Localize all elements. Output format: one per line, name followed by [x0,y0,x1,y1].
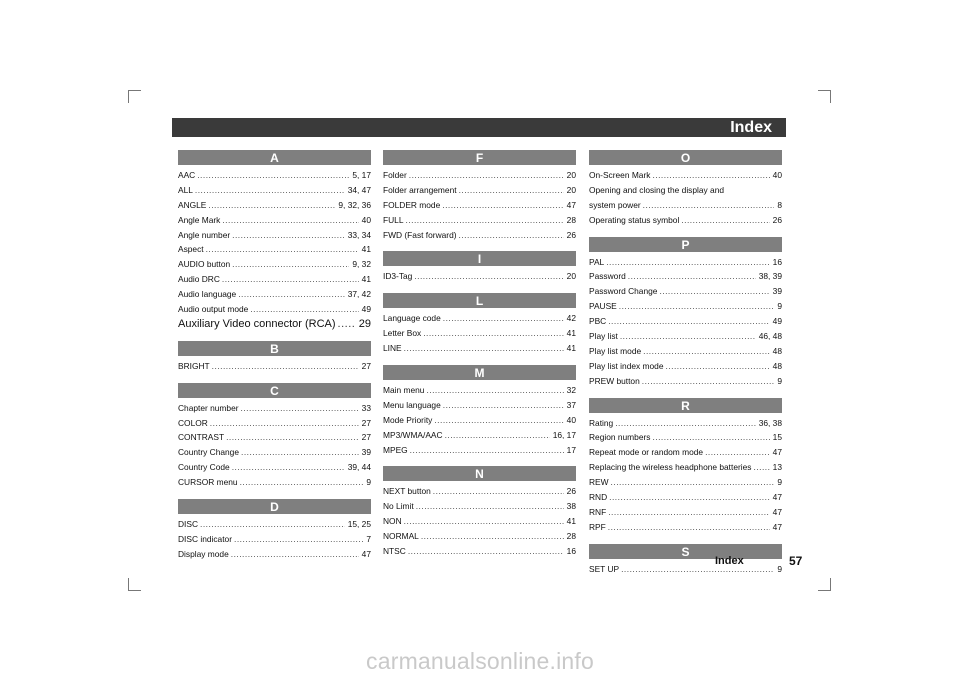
dot-leader [208,198,335,213]
page-reference: 17 [566,444,576,455]
dot-leader [232,257,349,272]
index-entry [178,213,371,228]
index-term: Password Change [589,286,658,297]
page-reference: 47 [772,506,782,517]
index-term: Angle number [178,229,231,240]
index-term: PAL [589,256,605,267]
dot-leader [212,359,359,374]
index-section-m [383,365,576,457]
index-entry [589,198,782,213]
section-letter-heading: R [589,398,782,413]
dot-leader [197,168,349,183]
footer-label: Index [715,555,744,567]
index-entry [589,562,782,577]
index-entry [178,272,371,287]
page-reference: 49 [361,304,371,315]
dot-leader [222,213,358,228]
index-section-l [383,293,576,356]
dot-leader [410,443,564,458]
page-reference: 36, 38 [758,417,782,428]
page-reference: 9 [777,563,782,574]
page-reference: 39 [772,286,782,297]
index-section-o [589,150,782,228]
dot-leader [619,299,775,314]
index-section-d [178,499,371,562]
page-reference: 40 [772,170,782,180]
dot-leader [620,329,756,344]
page-reference: 39, 44 [347,462,371,473]
index-entry [383,213,576,228]
index-entry [383,398,576,413]
index-term: Angle Mark [178,214,221,225]
page-reference: 47 [772,447,782,458]
index-term: FWD (Fast forward) [383,229,457,240]
dot-leader [241,445,359,460]
index-term: MPEG [383,444,408,455]
page-reference: 37 [566,399,576,410]
page-reference: 41 [566,328,576,339]
index-section-f [383,150,576,242]
page-reference: 15, 25 [347,519,371,530]
dot-leader [659,284,769,299]
index-term: RNF [589,506,607,517]
dot-leader [408,544,564,559]
index-term: BRIGHT [178,360,210,371]
index-term: ALL [178,184,193,195]
index-entry [178,517,371,532]
section-letter-heading: P [589,237,782,252]
crop-mark-top-right [818,90,831,103]
section-letter-heading: C [178,383,371,398]
index-term: Password [589,271,626,282]
dot-leader [234,532,363,547]
page-reference: 37, 42 [347,289,371,300]
index-term: SET UP [589,563,620,574]
index-term: Operating status symbol [589,214,680,225]
dot-leader [426,383,563,398]
index-entry [178,287,371,302]
page-reference: 9, 32, 36 [338,199,371,210]
index-entry [383,383,576,398]
index-term: PBC [589,316,607,327]
page-reference: 16 [566,546,576,557]
index-section-s [589,544,782,577]
index-term: AUDIO button [178,259,231,270]
index-term: AAC [178,170,196,180]
dot-leader [459,228,564,243]
page-reference: 29 [358,317,371,330]
dot-leader [232,460,345,475]
index-term: Folder arrangement [383,184,457,195]
page-reference: 9 [777,477,782,488]
index-term: Audio language [178,289,237,300]
dot-leader [642,374,775,389]
index-term: FULL [383,214,404,225]
index-entry [589,344,782,359]
page-reference: 39 [361,447,371,458]
index-entry [383,499,576,514]
page-reference: 5, 17 [352,170,371,180]
index-entry [178,460,371,475]
index-entry [589,329,782,344]
index-term: Letter Box [383,328,422,339]
page-reference: 41 [566,516,576,527]
page-reference: 40 [361,214,371,225]
page-reference: 27 [361,360,371,371]
index-entry [383,529,576,544]
page-reference: 41 [361,244,371,255]
crop-mark-bottom-left [128,578,141,591]
section-letter-heading: A [178,150,371,165]
index-term: CONTRAST [178,432,225,443]
dot-leader [643,344,770,359]
index-term: Menu language [383,399,441,410]
page-reference: 47 [772,521,782,532]
dot-leader [609,490,770,505]
page-reference: 15 [772,432,782,443]
dot-leader [643,198,775,213]
index-term: NEXT button [383,486,431,497]
page-reference: 42 [566,313,576,324]
page-reference: 48 [772,345,782,356]
index-entry [383,341,576,356]
page-reference: 9 [777,375,782,386]
page-reference: 28 [566,214,576,225]
page-reference: 49 [772,316,782,327]
index-term: LINE [383,343,402,354]
page-reference: 27 [361,432,371,443]
index-entry [178,257,371,272]
index-entry [589,299,782,314]
dot-leader [606,255,769,270]
index-section-a [178,150,371,332]
index-term: Audio DRC [178,274,220,285]
page-reference: 48 [772,360,782,371]
page-title: Index [730,119,772,136]
dot-leader [405,213,563,228]
section-letter-heading: N [383,466,576,481]
dot-leader [442,198,563,213]
index-entry [589,213,782,228]
dot-leader [210,416,359,431]
index-term: Display mode [178,548,229,559]
index-entry [383,168,576,183]
index-section-n [383,466,576,558]
index-entry [589,460,782,475]
index-term: MP3/WMA/AAC [383,429,443,440]
index-entry [178,183,371,198]
index-entry [178,532,371,547]
index-term: RND [589,492,608,503]
dot-leader [404,341,564,356]
dot-leader [238,287,344,302]
dot-leader [404,514,564,529]
dot-leader [611,475,775,490]
index-entry [383,228,576,243]
index-term: Play list mode [589,345,642,356]
index-header-banner [172,118,786,137]
crop-mark-top-left [128,90,141,103]
dot-leader [423,326,563,341]
index-term: No Limit [383,501,414,512]
index-entry [178,359,371,374]
index-entry [589,505,782,520]
page-reference: 16, 17 [552,429,576,440]
page-reference: 47 [361,548,371,559]
page-reference: 16 [772,256,782,267]
dot-leader [621,562,774,577]
section-letter-heading: S [589,544,782,559]
dot-leader [226,430,359,445]
index-entry [178,198,371,213]
index-entry [383,443,576,458]
dot-leader [231,547,359,562]
index-entry [383,198,576,213]
dot-leader [338,317,356,332]
dot-leader [414,269,563,284]
index-term: Mode Priority [383,414,433,425]
index-entry [589,430,782,445]
page-reference: 34, 47 [347,184,371,195]
page-number: 57 [789,554,803,568]
dot-leader [652,168,769,183]
index-entry [589,314,782,329]
dot-leader [416,499,564,514]
index-entry [589,183,782,198]
index-term: On-Screen Mark [589,170,651,180]
dot-leader [240,475,364,490]
dot-leader [433,484,564,499]
dot-leader [754,460,770,475]
dot-leader [665,359,769,374]
page-reference: 26 [566,229,576,240]
index-entry [178,168,371,183]
page-reference: 13 [772,462,782,473]
index-term: ID3-Tag [383,271,413,282]
dot-leader [200,517,345,532]
index-term: Replacing the wireless headphone batteries [589,462,752,473]
index-entry [383,183,576,198]
dot-leader [241,401,359,416]
index-entry [383,544,576,559]
index-entry [383,413,576,428]
index-entry [178,401,371,416]
index-entry [178,547,371,562]
index-term: PREW button [589,375,640,386]
dot-leader [445,428,550,443]
index-section-c [178,383,371,490]
index-term: Play list index mode [589,360,664,371]
page-reference: 33 [361,402,371,413]
dot-leader [443,398,564,413]
index-term: ANGLE [178,199,207,210]
dot-leader [652,430,769,445]
index-term: COLOR [178,417,208,428]
index-term: Play list [589,331,618,342]
index-entry [383,428,576,443]
dot-leader [250,302,358,317]
index-section-r [589,398,782,535]
index-entry [383,326,576,341]
index-term: CURSOR menu [178,477,238,488]
index-term: Repeat mode or random mode [589,447,704,458]
page-reference: 9 [366,477,371,488]
index-term: REW [589,477,609,488]
section-letter-heading: M [383,365,576,380]
page-reference: 20 [566,184,576,195]
watermark-text: carmanualsonline.info [366,648,594,674]
dot-leader [628,269,756,284]
index-entry [589,359,782,374]
dot-leader [222,272,359,287]
index-entry [383,484,576,499]
index-entry [178,475,371,490]
page-reference: 9, 32 [352,259,371,270]
index-term: NON [383,516,402,527]
page-reference: 9 [777,301,782,312]
index-term: Opening and closing the display and [589,184,725,195]
section-letter-heading: D [178,499,371,514]
dot-leader [206,242,359,257]
index-entry [589,255,782,270]
index-entry [589,416,782,431]
page-reference: 20 [566,170,576,180]
index-section-b [178,341,371,374]
index-entry [178,317,371,332]
index-term: Region numbers [589,432,651,443]
index-entry [178,430,371,445]
dot-leader [608,520,770,535]
index-term: Country Code [178,462,230,473]
page-reference: 32 [566,385,576,396]
index-term: NORMAL [383,531,419,542]
index-term: Chapter number [178,402,239,413]
index-term: Folder [383,170,407,180]
index-term: Rating [589,417,614,428]
dot-leader [232,228,345,243]
section-letter-heading: L [383,293,576,308]
index-term: Language code [383,313,441,324]
index-term: DISC [178,519,199,530]
page-reference: 47 [772,492,782,503]
index-term: PAUSE [589,301,617,312]
page-reference: 47 [566,199,576,210]
index-section-p [589,237,782,389]
crop-mark-bottom-right [818,578,831,591]
index-entry [589,445,782,460]
index-entry [589,168,782,183]
index-column-1 [178,150,371,562]
page-reference: 38, 39 [758,271,782,282]
page-reference: 38 [566,501,576,512]
page-reference: 33, 34 [347,229,371,240]
dot-leader [409,168,564,183]
index-entry [383,514,576,529]
index-entry [589,284,782,299]
page-reference: 7 [366,533,371,544]
index-entry [383,269,576,284]
page-reference: 41 [566,343,576,354]
index-term: Auxiliary Video connector (RCA) [178,317,336,330]
index-term: system power [589,199,641,210]
index-term: FOLDER mode [383,199,441,210]
index-term: Country Change [178,447,239,458]
index-entry [589,269,782,284]
page-reference: 8 [777,199,782,210]
section-letter-heading: I [383,251,576,266]
index-section-i [383,251,576,284]
index-entry [178,416,371,431]
page-reference: 40 [566,414,576,425]
index-entry [589,490,782,505]
page-reference: 41 [361,274,371,285]
section-letter-heading: B [178,341,371,356]
index-term: RPF [589,521,606,532]
page-reference: 20 [566,271,576,282]
index-entry [178,228,371,243]
dot-leader [705,445,770,460]
section-letter-heading: O [589,150,782,165]
page-reference: 27 [361,417,371,428]
page-reference: 26 [566,486,576,497]
page-reference: 28 [566,531,576,542]
index-entry [178,302,371,317]
index-entry [589,520,782,535]
page-reference: 26 [772,214,782,225]
index-column-3 [589,150,782,577]
dot-leader [421,529,564,544]
section-letter-heading: F [383,150,576,165]
index-term: NTSC [383,546,406,557]
index-term: Aspect [178,244,204,255]
index-column-2 [383,150,576,559]
dot-leader [443,311,564,326]
dot-leader [615,416,755,431]
index-term: Main menu [383,385,425,396]
index-entry [383,311,576,326]
dot-leader [608,314,769,329]
index-entry [589,374,782,389]
index-term: Audio output mode [178,304,249,315]
index-entry [589,475,782,490]
index-term: DISC indicator [178,533,232,544]
dot-leader [608,505,769,520]
dot-leader [434,413,563,428]
index-entry [178,445,371,460]
dot-leader [681,213,769,228]
index-entry [178,242,371,257]
dot-leader [195,183,345,198]
page-reference: 46, 48 [758,331,782,342]
dot-leader [459,183,564,198]
